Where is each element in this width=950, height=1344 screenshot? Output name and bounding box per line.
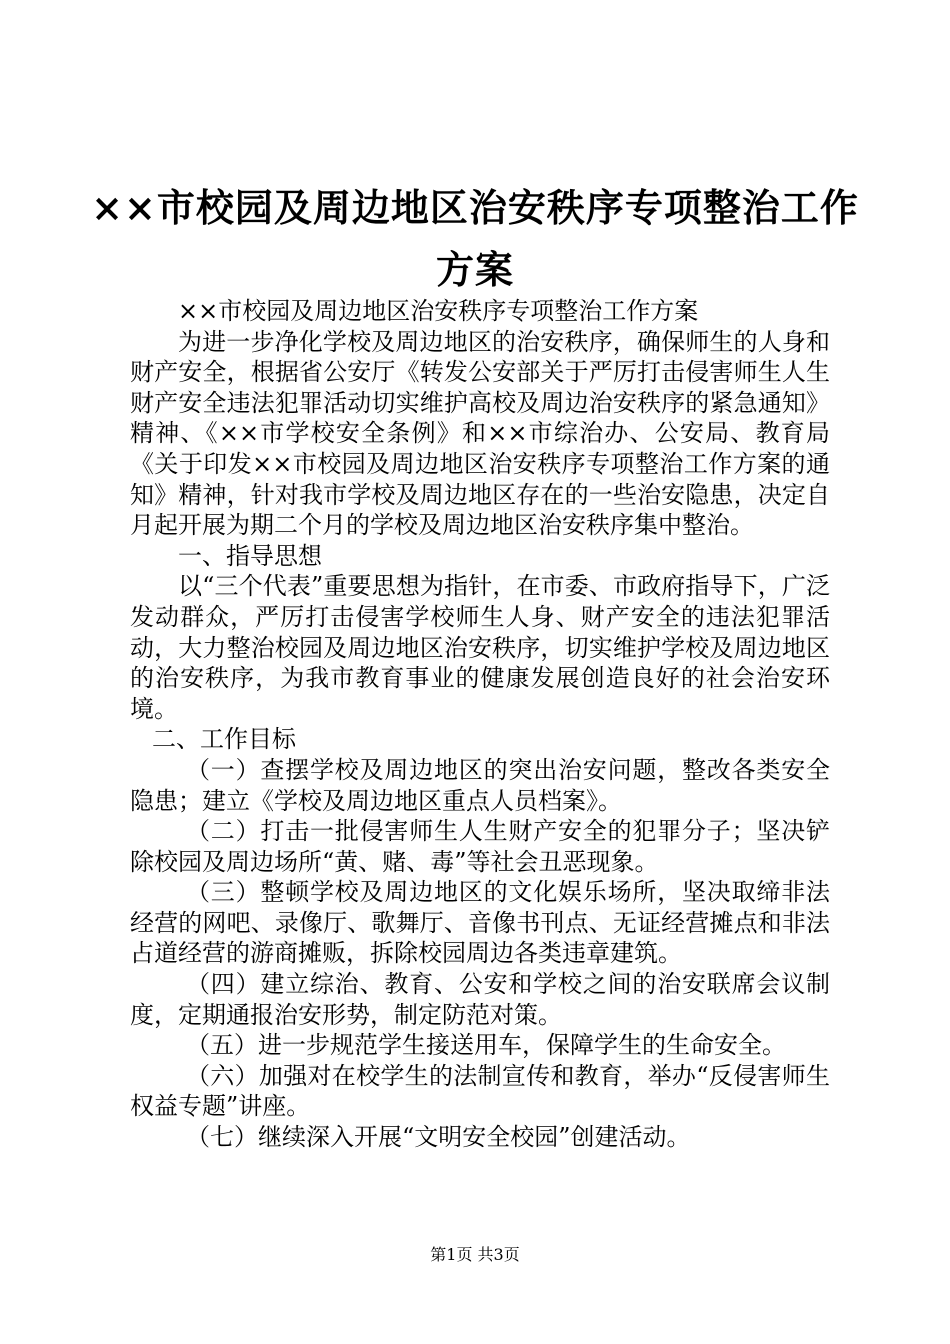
goal-item-4: （四）建立综治、教育、公安和学校之间的治安联席会议制度，定期通报治安形势，制定防范对策。 [130,970,830,1029]
intro-paragraph: 为进一步净化学校及周边地区的治安秩序，确保师生的人身和财产安全，根据省公安厅《转发公安部关于严厉打击侵害师生人生财产安全违法犯罪活动切实维护高校及周边治安秩序的紧急通知》精神、《××市学校安全条例》和××市综治办、公安局、教育局《关于印发××市校园及周边地区治安秩序专项整治工作方案的通知》精神，针对我市学校及周边地区存在的一些治安隐患，决定自月起开展为期二个月的学校及周边地区治安秩序集中整治。 [130,327,830,540]
guiding-thought-paragraph: 以“三个代表”重要思想为指针，在市委、市政府指导下，广泛发动群众，严厉打击侵害学校师生人身、财产安全的违法犯罪活动，大力整治校园及周边地区治安秩序，切实维护学校及周边地区的治安秩序，为我市教育事业的健康发展创造良好的社会治安环境。 [130,572,830,723]
section-heading-work-goals: 二、工作目标 [152,725,296,754]
document-title-line-2: 方案 [435,247,514,292]
page-footer: 第1页 共3页 [430,1245,520,1264]
goal-item-3: （三）整顿学校及周边地区的文化娱乐场所，坚决取缔非法经营的网吧、录像厅、歌舞厅、音像书刊点、无证经营摊点和非法占道经营的游商摊贩，拆除校园周边各类违章建筑。 [130,878,830,968]
goal-item-7: （七）继续深入开展“文明安全校园”创建活动。 [186,1123,691,1152]
goal-item-5: （五）进一步规范学生接送用车，保障学生的生命安全。 [186,1031,786,1060]
goal-item-6: （六）加强对在校学生的法制宣传和教育，举办“反侵害师生权益专题”讲座。 [130,1061,830,1121]
document-body [130,296,830,1153]
goal-item-2: （二）打击一批侵害师生人生财产安全的犯罪分子；坚决铲除校园及周边场所“黄、赌、毒”等社会丑恶现象。 [130,817,830,876]
subtitle-paragraph: ××市校园及周边地区治安秩序专项整治工作方案 [178,297,699,325]
goal-item-1: （一）查摆学校及周边地区的突出治安问题，整改各类安全隐患；建立《学校及周边地区重点人员档案》。 [130,755,830,815]
document-title-line-1: ××市校园及周边地区治安秩序专项整治工作 [91,185,859,230]
section-heading-guiding-thought: 一、指导思想 [178,541,322,570]
